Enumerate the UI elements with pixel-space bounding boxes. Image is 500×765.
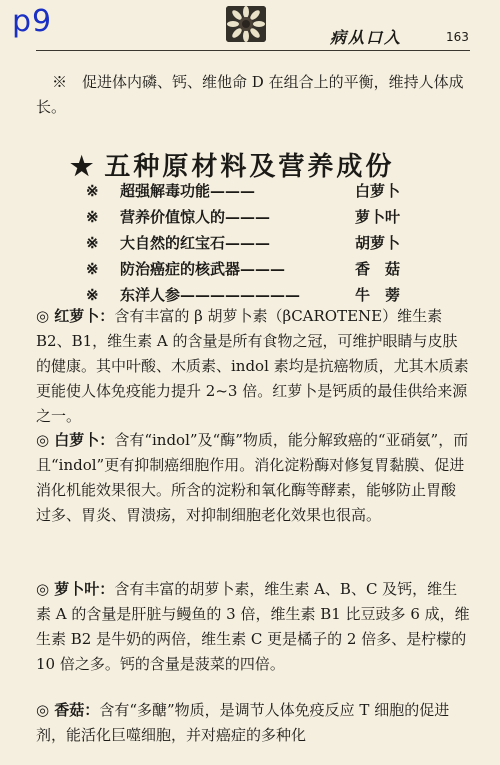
list-item-value: 萝卜叶 [355,208,401,226]
reference-mark-icon: ※ [86,234,99,252]
reference-mark-icon: ※ [86,260,99,278]
list-item-value: 香 菇 [355,260,401,278]
running-title: 病从口入 [330,28,403,47]
list-item [86,230,466,256]
list-item [86,256,466,282]
intro-paragraph: ※ 促进体内磷、钙、维他命 D 在组合上的平衡，维持人体成长。 [36,73,464,116]
page-tag: p9 [12,4,53,39]
reference-mark-icon: ※ [86,286,99,304]
list-item-value: 白萝卜 [355,182,401,200]
carrot-paragraph [36,304,470,429]
page-number: 163 [446,30,469,44]
header-rule [36,50,470,51]
section-heading-text: 五种原材料及营养成份 [104,152,395,182]
materials-list [86,178,466,308]
list-item-name: 超强解毒功能——— [120,182,256,200]
radish-leaf-lead: ◎ 萝卜叶： [36,580,115,598]
list-item [86,204,466,230]
list-item-name: 东洋人参———————— [120,286,301,304]
radish-leaf-text: 含有丰富的胡萝卜素，维生素 A、B、C 及钙，维生素 A 的含量是肝脏与鳗鱼的 3 倍，维生素 B1 比豆豉多 6 成，维生素 B2 是牛奶的两倍，维生素 C 更是橘子的 2 倍多、是柠檬的 10 倍之多。钙的含量是菠菜的四倍。 [36,580,470,673]
list-item [86,178,466,204]
list-item-value: 牛 蒡 [355,286,401,304]
radish-leaf-paragraph [36,577,470,677]
list-item-value: 胡萝卜 [355,234,401,252]
list-item-name: 营养价值惊人的——— [120,208,271,226]
white-radish-lead: ◎ 白萝卜： [36,431,115,449]
shiitake-text: 含有“多醣”物质，是调节人体免疫反应 T 细胞的促进剂，能活化巨噬细胞，并对癌症的多种化 [36,701,450,744]
list-item-name: 防治癌症的核武器——— [120,260,286,278]
shiitake-paragraph [36,698,470,748]
carrot-lead: ◎ 红萝卜： [36,307,115,325]
reference-mark-icon: ※ [86,182,99,200]
sunflower-image [226,6,266,42]
shiitake-lead: ◎ 香菇： [36,701,100,719]
reference-mark-icon: ※ [86,208,99,226]
carrot-text: 含有丰富的 β 胡萝卜素（βCAROTENE）维生素 B2、B1，维生素 A 的含量是所有食物之冠，可维护眼睛与皮肤的健康。其中叶酸、木质素、indol 素均是抗癌物质，尤其木质素更能使人体免疫能力提升 2~3 倍。红萝卜是钙质的最佳供给来源之一。 [36,307,469,425]
star-icon: ★ [70,152,97,182]
white-radish-text: 含有“indol”及“酶”物质，能分解致癌的“亚硝氨”，而且“indol”更有抑制癌细胞作用。消化淀粉酶对修复胃黏膜、促进消化机能效果很大。所含的淀粉和氧化酶等酵素，能够防止胃酸过多、胃炎、胃溃疡，对抑制细胞老化效果也很高。 [36,431,469,524]
list-item-name: 大自然的红宝石——— [120,234,271,252]
white-radish-paragraph [36,428,470,528]
